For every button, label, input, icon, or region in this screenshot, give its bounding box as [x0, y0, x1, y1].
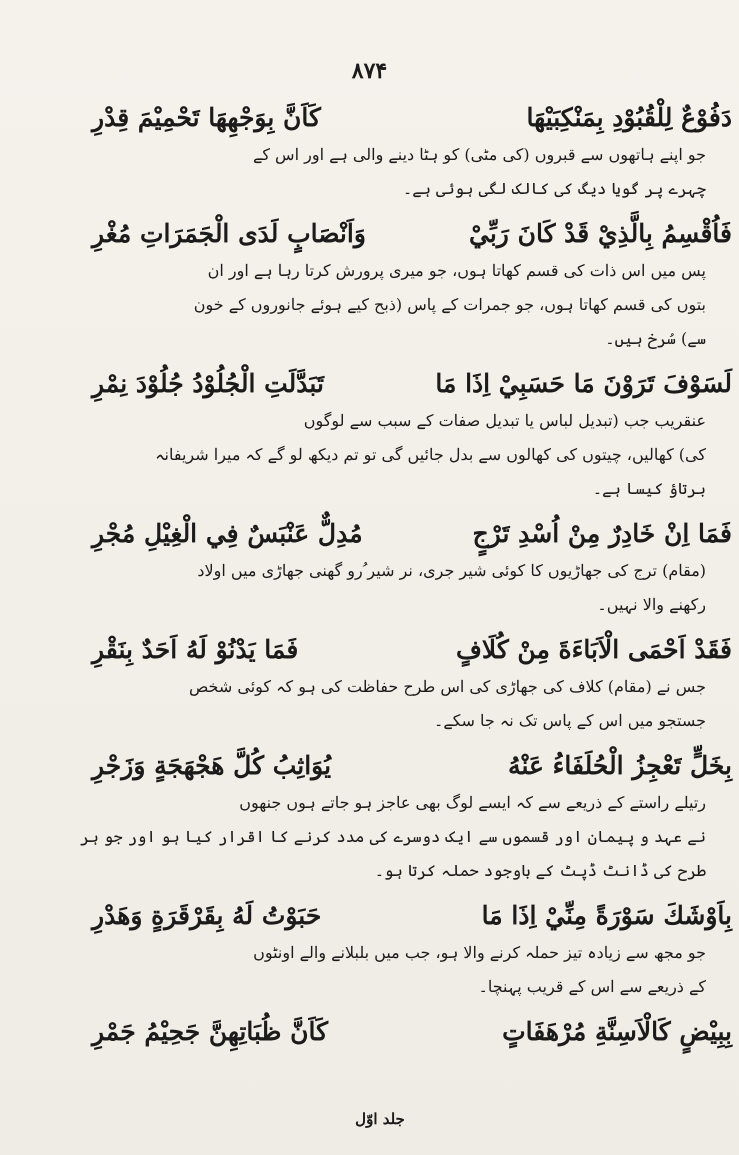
stanza [88, 96, 732, 206]
stanza [88, 512, 732, 622]
translation-line: کی) کھالیں، چیتوں کی کھالوں سے بدل جائیں گی تو تم دیکھ لو گے کہ میرا شریفانہ [155, 445, 706, 464]
right-hemistich: لَسَوْفَ تَرَوْنَ مَا حَسَبِيْ اِذَا مَا [435, 368, 732, 398]
right-hemistich: دَفُوْعٌ لِلْقُبُوْدِ بِمَنْكِبَيْهَا [526, 102, 732, 132]
translation-line: نے عہد و پیمان اور قسموں سے ایک دوسرے کی مدد کرنے کا اقرار کیا ہو اور جو ہر [80, 827, 706, 846]
translation-line: پس میں اس ذات کی قسم کھاتا ہوں، جو میری پرورش کرتا رہا ہے اور ان [207, 261, 706, 280]
translation-line: برتاؤ کیسا ہے۔ [592, 479, 706, 498]
translation-line: کے ذریعے سے اس کے قریب پہنچا۔ [478, 977, 706, 996]
stanza [88, 212, 732, 356]
right-hemistich: بِاَوْشَكَ سَوْرَةً مِنِّيْ اِذَا مَا [481, 900, 732, 930]
translation [128, 138, 706, 206]
verse-line [88, 362, 732, 404]
left-hemistich: حَبَوْتُ لَهُ بِقَرْقَرَةٍ وَهَدْرِ [92, 900, 322, 930]
right-hemistich: فَمَا اِنْ خَادِرٌ مِنْ اُسْدِ تَرْجٍ [472, 518, 732, 548]
verse-line [88, 212, 732, 254]
translation [80, 786, 706, 888]
left-hemistich: يُوَاثِبُ كُلَّ هَجْهَجَةٍ وَزَجْرِ [92, 750, 332, 780]
translation-line: جستجو میں اس کے پاس تک نہ جا سکے۔ [433, 711, 706, 730]
verse-line [88, 628, 732, 670]
translation-line: جو مجھ سے زیادہ تیز حملہ کرنے والا ہو، جب میں بلبلانے والے اونٹوں [253, 943, 706, 962]
verse-line [88, 96, 732, 138]
translation-line: رکھنے والا نہیں۔ [597, 595, 706, 614]
poem-body [80, 96, 732, 1058]
translation-line: بتوں کی قسم کھاتا ہوں، جو جمرات کے پاس (ذبح کیے ہوئے جانوروں کے خون [193, 295, 706, 314]
translation-line: (مقام) ترج کی جھاڑیوں کا کوئی شیر جری، نر شیر ُرو گھنی جھاڑی میں اولاد [197, 561, 706, 580]
left-hemistich: فَمَا يَدْنُوْ لَهُ اَحَدٌ بِنَقْرِ [92, 634, 299, 664]
left-hemistich: كَاَنَّ ظُبَاتِهِنَّ جَحِيْمُ جَمْرِ [92, 1016, 329, 1046]
translation-line: چہرے پر گویا دیگ کی کالک لگی ہوئی ہے۔ [402, 179, 706, 198]
translation [128, 936, 706, 1004]
verse-line [88, 512, 732, 554]
translation-line: طرح کی ڈانٹ ڈپٹ کے باوجود حملہ کرتا ہو۔ [374, 861, 706, 880]
right-hemistich: فَقَدْ اَحْمَى الْاَبَاءَةَ مِنْ كُلَافٍ [455, 634, 732, 664]
translation [128, 554, 706, 622]
translation-line: جس نے (مقام) کلاف کی جھاڑی کی اس طرح حفاظت کی ہو کہ کوئی شخص [188, 677, 706, 696]
left-hemistich: كَاَنَّ بِوَجْهِهَا تَحْمِيْمَ قِدْرِ [92, 102, 321, 132]
verse-line [88, 744, 732, 786]
translation-line: جو اپنے ہاتھوں سے قبروں (کی مٹی) کو ہٹا دینے والی ہے اور اس کے [252, 145, 706, 164]
translation [128, 254, 706, 356]
stanza [88, 362, 732, 506]
right-hemistich: فَاُقْسِمُ بِالَّذِيْ قَدْ كَانَ رَبِّيْ [469, 218, 732, 248]
stanza [80, 744, 732, 888]
stanza [88, 1010, 732, 1052]
verse-line [88, 894, 732, 936]
page-number: ۸۷۴ [351, 58, 388, 84]
translation [128, 670, 706, 738]
right-hemistich: بِبِيْضٍ كَالْاَسِنَّةِ مُرْهَفَاتٍ [502, 1016, 732, 1046]
volume-label: جلد اوّل [355, 1110, 405, 1128]
stanza [88, 894, 732, 1004]
left-hemistich: مُدِلٌّ عَنْبَسٌ فِي الْغِيْلِ مُجْرِ [92, 518, 363, 548]
translation-line: عنقریب جب (تبدیل لباس یا تبدیل صفات کے سبب سے لوگوں [303, 411, 706, 430]
left-hemistich: تَبَدَّلَتِ الْجُلُوْدُ جُلُوْدَ نِمْرِ [92, 368, 324, 398]
translation-line: رتیلے راستے کے ذریعے سے کہ ایسے لوگ بھی عاجز ہو جاتے ہوں جنھوں [239, 793, 706, 812]
translation-line: سے) سُرخ ہیں۔ [605, 329, 706, 348]
left-hemistich: وَاَنْصَابٍ لَدَى الْجَمَرَاتِ مُغْرِ [92, 218, 366, 248]
stanza [88, 628, 732, 738]
verse-line [88, 1010, 732, 1052]
right-hemistich: بِخَلٍّ تَعْجِزُ الْحُلَفَاءُ عَنْهُ [508, 750, 732, 780]
translation [128, 404, 706, 506]
